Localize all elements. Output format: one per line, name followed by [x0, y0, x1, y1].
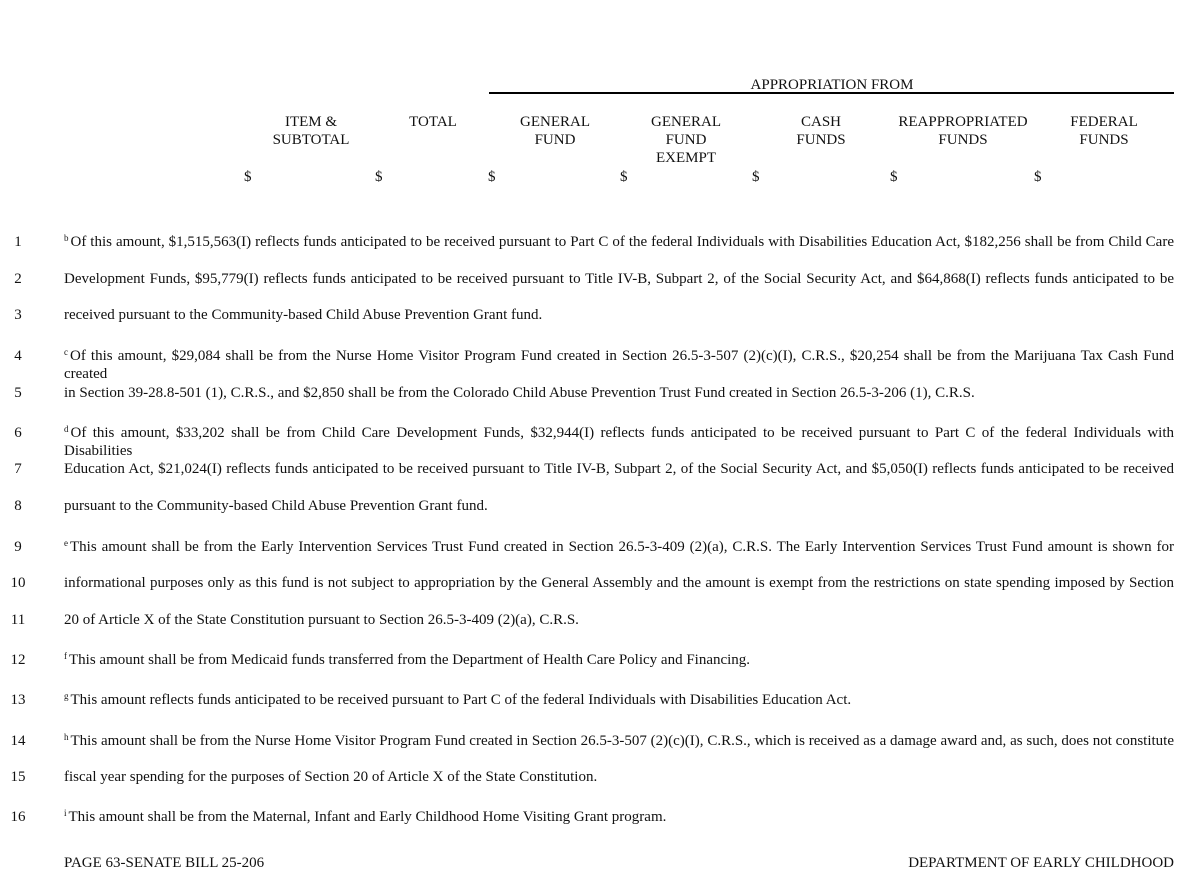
footnote-marker: i [64, 808, 67, 818]
column-header-general-fund: GENERAL FUND [520, 114, 590, 148]
column-header-federal-funds: FEDERAL FUNDS [1070, 114, 1138, 148]
currency-symbol-cash-funds: $ [752, 169, 760, 185]
line-number: 1 [14, 234, 22, 250]
column-header-item-subtotal: ITEM & SUBTOTAL [272, 114, 350, 148]
footnote-line [64, 424, 1174, 460]
footnote-marker: e [64, 538, 68, 548]
line-number: 8 [14, 498, 22, 514]
footnote-marker: c [64, 347, 68, 357]
line-number: 3 [14, 307, 22, 323]
line-number: 10 [10, 575, 26, 591]
line-number: 16 [10, 809, 26, 825]
footnote-line [64, 538, 1174, 556]
currency-symbol-federal-funds: $ [1034, 169, 1042, 185]
footnote-line [64, 808, 1174, 826]
footnote-text: informational purposes only as this fund is not subject to appropriation by the General Assembly and the amount is exempt from the restrictions on state spending imposed by Section [64, 575, 1174, 591]
footnote-text: Of this amount, $1,515,563(I) reflects funds anticipated to be received pursuant to Part C of the federal Individuals with Disabilities Education Act, $182,256 shall be from Child Care [70, 234, 1174, 250]
footnote-line [64, 611, 1174, 629]
footnote-text: Of this amount, $33,202 shall be from Child Care Development Funds, $32,944(I) reflects funds anticipated to be received pursuant to Part C of the federal Individuals with Disabilities [64, 425, 1174, 459]
footnote-line [64, 306, 1174, 324]
footnote-line [64, 574, 1174, 592]
column-header-general-fund-exempt: GENERAL FUND EXEMPT [651, 114, 721, 166]
page-footer-left: PAGE 63-SENATE BILL 25-206 [64, 855, 265, 871]
footnote-line [64, 233, 1174, 251]
footnote-text: This amount shall be from the Maternal, Infant and Early Childhood Home Visiting Grant program. [68, 809, 667, 825]
line-number: 9 [14, 539, 22, 555]
line-number: 4 [14, 348, 22, 364]
footnote-text: in Section 39-28.8-501 (1), C.R.S., and $2,850 shall be from the Colorado Child Abuse Prevention Trust Fund created in Section 26.5-3-206 (1), C.R.S. [64, 385, 975, 401]
line-number: 2 [14, 271, 22, 287]
footnote-marker: g [64, 691, 69, 701]
footnote-line [64, 651, 1174, 669]
footnote-line [64, 497, 1174, 515]
footnote-line [64, 384, 1174, 402]
currency-symbol-general-fund: $ [488, 169, 496, 185]
line-number: 6 [14, 425, 22, 441]
line-number: 14 [10, 733, 26, 749]
appropriation-divider [489, 92, 1174, 94]
footnote-line [64, 732, 1174, 750]
footnote-text: 20 of Article X of the State Constitution pursuant to Section 26.5-3-409 (2)(a), C.R.S. [64, 612, 579, 628]
page-footer-right: DEPARTMENT OF EARLY CHILDHOOD [908, 855, 1174, 871]
footnote-text: This amount shall be from the Early Intervention Services Trust Fund created in Section 26.5-3-409 (2)(a), C.R.S. The Early Intervention Services Trust Fund amount is shown for [70, 539, 1174, 555]
footnote-line [64, 270, 1174, 288]
column-header-total: TOTAL [409, 114, 457, 130]
line-number: 15 [10, 769, 26, 785]
line-number: 7 [14, 461, 22, 477]
footnote-text: Development Funds, $95,779(I) reflects funds anticipated to be received pursuant to Title IV-B, Subpart 2, of the Social Security Act, and $64,868(I) reflects funds anticipated to be [64, 271, 1174, 287]
footnote-text: This amount shall be from the Nurse Home Visitor Program Fund created in Section 26.5-3-507 (2)(c)(I), C.R.S., which is received as a damage award and, as such, does not constitute [70, 733, 1174, 749]
footnote-text: fiscal year spending for the purposes of Section 20 of Article X of the State Constitution. [64, 769, 598, 785]
appropriation-from-label: APPROPRIATION FROM [750, 77, 914, 93]
footnote-line [64, 768, 1174, 786]
footnote-marker: h [64, 732, 69, 742]
column-header-cash-funds: CASH FUNDS [796, 114, 846, 148]
footnote-line [64, 460, 1174, 478]
footnote-marker: d [64, 424, 69, 434]
column-header-reappropriated-funds: REAPPROPRIATED FUNDS [898, 114, 1028, 148]
footnote-text: This amount reflects funds anticipated to be received pursuant to Part C of the federal Individuals with Disabilities Education Act. [70, 692, 852, 708]
currency-symbol-item-subtotal: $ [244, 169, 252, 185]
footnote-text: received pursuant to the Community-based Child Abuse Prevention Grant fund. [64, 307, 543, 323]
currency-symbol-reappropriated-funds: $ [890, 169, 898, 185]
footnote-line [64, 691, 1174, 709]
footnote-text: This amount shall be from Medicaid funds transferred from the Department of Health Care Policy and Financing. [69, 652, 751, 668]
line-number: 5 [14, 385, 22, 401]
footnote-text: Of this amount, $29,084 shall be from the Nurse Home Visitor Program Fund created in Section 26.5-3-507 (2)(c)(I), C.R.S., $20,254 shall be from the Marijuana Tax Cash Fund created [64, 348, 1174, 382]
line-number: 13 [10, 692, 26, 708]
line-number: 12 [10, 652, 26, 668]
footnote-marker: f [64, 651, 67, 661]
currency-symbol-total: $ [375, 169, 383, 185]
currency-symbol-general-fund-exempt: $ [620, 169, 628, 185]
footnote-text: Education Act, $21,024(I) reflects funds anticipated to be received pursuant to Title IV-B, Subpart 2, of the Social Security Act, and $5,050(I) reflects funds anticipated to be received [64, 461, 1174, 477]
footnote-text: pursuant to the Community-based Child Abuse Prevention Grant fund. [64, 498, 488, 514]
footnote-marker: b [64, 233, 69, 243]
footnote-line [64, 347, 1174, 383]
line-number: 11 [10, 612, 26, 628]
